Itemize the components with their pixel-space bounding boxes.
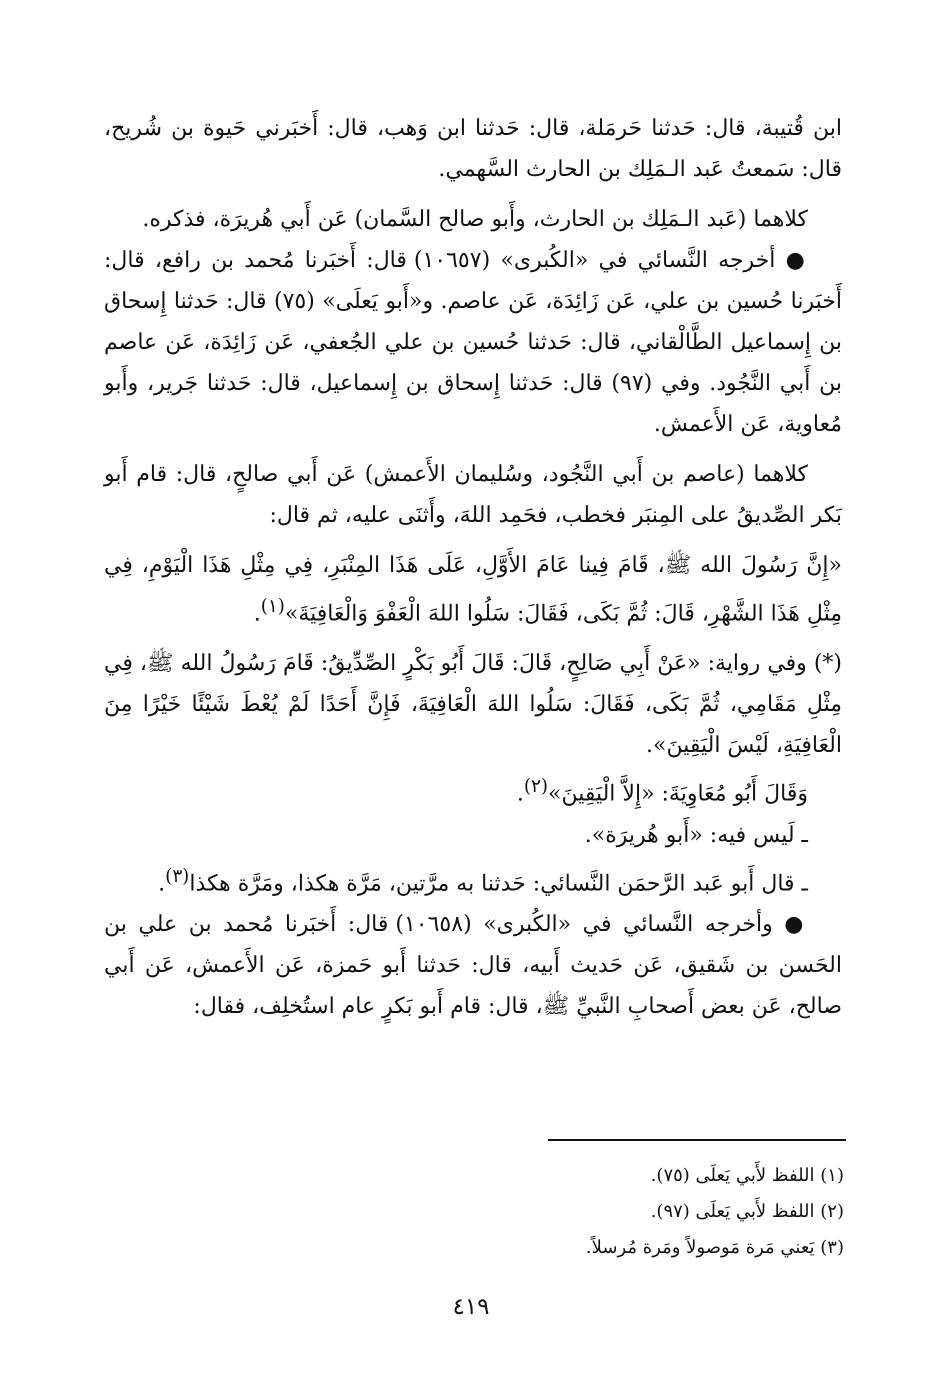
footnote-ref-1: (١) — [260, 596, 285, 617]
paragraph-takhrij-nasai — [104, 240, 842, 445]
footnote-ref-2: (٢) — [523, 776, 548, 798]
paragraph-asim-and-amash: كلاهما (عاصم بن أَبي النَّجُود، وسُليمان الأَعمش) عَن أَبي صالحٍ، قال: قام أَبو بَكر الصِّديقُ على المِنبَر فخطب، فحَمِد اللهَ، وأَثنَى عليه، ثم قال: — [104, 462, 842, 528]
footnote-divider — [548, 1139, 846, 1141]
paragraph-hadith-text: «إِنَّ رَسُولَ الله ﷺ، قَامَ فِينا عَامَ الأَوَّلِ، عَلَى هَذَا المِنْبَرِ، فِي مِثْلِ هَذَا الْيَوْمِ، فِي مِثْلِ هَذَا الشَّهْرِ، قَالَ: ثُمَّ بَكَى، فَقَالَ: سَلُوا اللهَ الْعَفْوَ وَالْعَافِيَةَ»$^{(١)}$. — [104, 553, 842, 627]
paragraph-chain-end: ابن قُتيبة، قال: حَدثنا حَرمَلة، قال: حَدثنا ابن وَهب، قال: أَخبَرني حَيوة بن شُريح، قال: سَمعتُ عَبد الـمَلِك بن الحارث السَّهمي. — [104, 116, 842, 182]
paragraph-abu-muawiya: وَقَالَ أَبُو مُعَاوِيَةَ: «إِلاَّ الْيَقِينَ»$^{(٢)}$. — [516, 776, 808, 807]
paragraph-second-takhrij — [104, 904, 842, 1027]
remark-text: ـ قال أَبو عَبد الرَّحمَن النَّسائي: حَدثنا به مرَّتين، مَرَّة هكذا، ومَرَّة هكذا — [189, 870, 808, 896]
paragraph-text: أخرجه النَّسائي في «الكُبرى» (١٠٦٥٧) قال: أَخبَرنا مُحمد بن رافع، قال: أَخبَرنا حُسين بن علي، عَن زَائِدَة، عَن عاصم. و«أَبو يَعلَى» (٧٥) قال: حَدثنا إِسحاق بن إِسماعيل الطَّالْقاني، قال: حَدثنا حُسين بن علي الجُعفي، عَن زَائِدَة، عَن عاصم بن أَبي النَّجُود. وفي (٩٧) قال: حَدثنا إِسحاق بن إِسماعيل، قال: حَدثنا جَرير، وأَبو مُعاوية، عَن الأَعمش. — [104, 248, 843, 437]
footnote-2: (٢) اللفظ لأَبي يَعلَى (٩٧). — [650, 1201, 844, 1222]
paragraph-not-in-it: ـ لَيس فيه: «أَبو هُريرَة». — [584, 822, 808, 848]
footnote-1: (١) اللفظ لأَبي يَعلَى (٧٥). — [650, 1165, 844, 1186]
paragraph-nasai-remark: ـ قال أَبو عَبد الرَّحمَن النَّسائي: حَدثنا به مرَّتين، مَرَّة هكذا، ومَرَّة هكذا$^{(٣)}$. — [158, 865, 808, 896]
paragraph-text: وأخرجه النَّسائي في «الكُبرى» (١٠٦٥٨) قال: أَخبَرنا مُحمد بن علي بن الحَسن بن شَقيق، عَن حَديث أَبيه، قال: حَدثنا أَبو حَمزة، عَن الأَعمش، عَن أَبي صالح، عَن بعض أَصحابِ النَّبيِّ ﷺ، قال: قام أَبو بَكرٍ عام استُخلِف، فقال: — [104, 911, 842, 1019]
page-number: ٤١٩ — [452, 1294, 490, 1320]
paragraph-riwaya: (*) وفي رواية: «عَنْ أَبِي صَالِحٍ، قَالَ: قَالَ أَبُو بَكْرٍ الصِّدِّيقُ: قَامَ رَسُولُ الله ﷺ، فِي مِثْلِ مَقَامِي، ثُمَّ بَكَى، فَقَالَ: سَلُوا اللهَ الْعَافِيَةَ، فَإِنَّ أَحَدًا لَمْ يُعْطَ شَيْئًا خَيْرًا مِنَ الْعَافِيَةِ، لَيْسَ الْيَقِينَ». — [104, 651, 842, 759]
footnote-ref-3: (٣) — [165, 865, 190, 887]
hadith-quote: «إِنَّ رَسُولَ الله ﷺ، قَامَ فِينا عَامَ الأَوَّلِ، عَلَى هَذَا المِنْبَرِ، فِي مِثْلِ هَذَا الْيَوْمِ، فِي مِثْلِ هَذَا الشَّهْرِ، قَالَ: ثُمَّ بَكَى، فَقَالَ: سَلُوا اللهَ الْعَفْوَ وَالْعَافِيَةَ» — [104, 553, 842, 627]
main-text — [104, 108, 842, 1027]
footnotes — [104, 1158, 844, 1266]
bullet-marker: ● — [785, 248, 808, 273]
bullet-marker: ● — [784, 911, 808, 937]
quote-text: وَقَالَ أَبُو مُعَاوِيَةَ: «إِلاَّ الْيَقِينَ» — [547, 781, 808, 807]
paragraph-both-narrators: كلاهما (عَبد الـمَلِك بن الحارث، وأَبو صالح السَّمان) عَن أَبي هُريرَة، فذكره. — [142, 207, 808, 232]
footnote-3: (٣) يَعني مَرة مَوصولاً ومَرة مُرسلاً. — [585, 1237, 844, 1258]
